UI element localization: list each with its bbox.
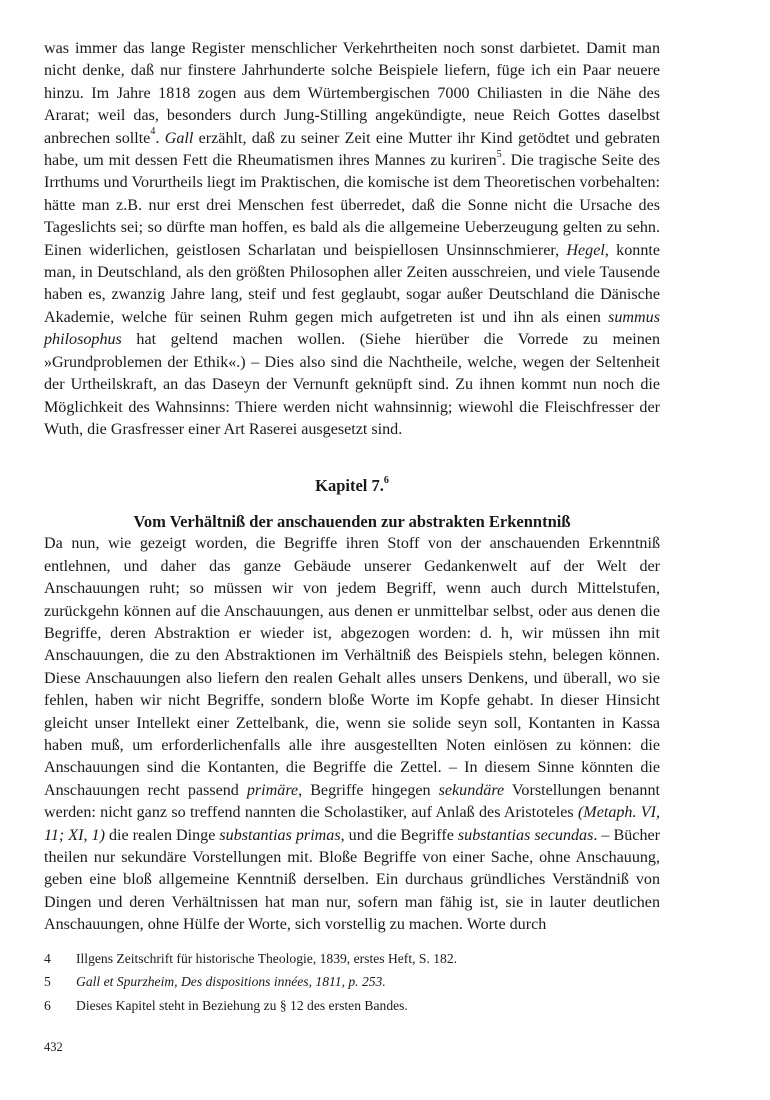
- footnote-6: [44, 994, 660, 1018]
- footnote-text: Gall et Spurzheim, Des dispositions innées, 1811, p. 253.: [76, 974, 386, 990]
- chapter-heading: Kapitel 7.$^6$: [315, 474, 389, 496]
- paragraph-continued: was immer das lange Register menschlicher Verkehrtheiten noch sonst darbietet. Damit man nicht denke, daß nur finstere Jahrhunderte solche Beispiele liefern, füge ich ein Paar neuere hinzu. Im Jahre 1818 zogen aus dem Würtembergischen 7000 Chiliasten in die Nähe des Ararat; weil das, besonders durch Jung-Stilling angekündigte, neue Reich Gottes daselbst anbrechen sollte$^4$. Gall erzählt, daß zu seiner Zeit eine Mutter ihr Kind getödtet und gebraten habe, um mit dessen Fett die Rheumatismen ihres Mannes zu kuriren$^5$. Die tragische Seite des Irrthums und Vorurtheils liegt im Praktischen, die komische ist dem Theoretischen vorbehalten: hätte man z.B. nur erst drei Menschen fest überredet, daß die Sonne nicht die Ursache des Tageslichts sei; so dürfte man hoffen, es bald als die allgemeine Ueberzeugung gelten zu sehn. Einen widerlichen, geistlosen Scharlatan und beispiellosen Unsinnschmierer, Hegel, konnte man, in Deutschland, als den größten Philosophen aller Zeiten ausschreien, und viele Tausende haben es, zwanzig Jahre lang, steif und fest geglaubt, sogar außer Deutschland die Dänische Akademie, welche für seinen Ruhm gegen mich aufgetreten ist und ihn als einen summus philosophus hat geltend machen wollen. (Siehe hierüber die Vorrede zu meinen »Grundproblemen der Ethik«.) – Dies also sind die Nachtheile, welche, wegen der Seltenheit der Urtheilskraft, an das Daseyn der Vernunft geknüpft sind. Zu ihnen kommt nun noch die Möglichkeit des Wahnsinns: Thiere werden nicht wahnsinnig; wiewohl die Fleischfresser der Wuth, die Grasfresser einer Art Raserei ausgesetzt sind.: [44, 40, 660, 438]
- footnote-number: 4: [44, 950, 51, 966]
- footnote-5: [44, 970, 660, 994]
- name-gall: Gall: [164, 129, 194, 147]
- footnote-text: Dieses Kapitel steht in Beziehung zu § 12 des ersten Bandes.: [76, 997, 408, 1013]
- footnote-number: 6: [44, 997, 51, 1013]
- footnote-number: 5: [44, 974, 51, 990]
- name-hegel: Hegel: [566, 241, 605, 259]
- chapter-subtitle: Vom Verhältniß der anschauenden zur abstrakten Erkenntniß: [133, 512, 571, 532]
- footnote-text: Illgens Zeitschrift für historische Theologie, 1839, erstes Heft, S. 182.: [76, 950, 458, 966]
- page-number: 432: [44, 1040, 63, 1054]
- paragraph-chapter-start: Da nun, wie gezeigt worden, die Begriffe ihren Stoff von der anschauenden Erkenntniß entlehnen, und daher das ganze Gebäude unserer Gedankenwelt auf der Welt der Anschauungen ruht; so müssen wir von jedem Begriff, wenn auch durch Mittelstufen, zurückgehn können auf die Anschauungen, aus denen er unmittelbar selbst, oder aus denen die Begriffe, deren Abstraktion er wieder ist, abgezogen worden: d. h, wir müssen ihn mit Anschauungen, die zu den Abstraktionen im Verhältniß des Beispiels stehn, belegen können. Diese Anschauungen also liefern den realen Gehalt alles unsers Denkens, und überall, wo sie fehlen, haben wir nicht Begriffe, sondern bloße Worte im Kopfe gehabt. In dieser Hinsicht gleicht unser Intellekt einer Zettelbank, die, wenn sie solide seyn soll, Kontanten in Kassa haben muß, um erforderlichenfalls alle ihre ausgestellten Noten einlösen zu können: die Anschauungen sind die Kontanten, die Begriffe die Zettel. – In diesem Sinne könnten die Anschauungen recht passend primäre, Begriffe hingegen sekundäre Vorstellungen benannt werden: nicht ganz so treffend nannten die Scholastiker, auf Anlaß des Aristoteles (Metaph. VI, 11; XI, 1) die realen Dinge substantias primas, und die Begriffe substantias secundas. – Bücher theilen nur sekundäre Vorstellungen mit. Bloße Begriffe von einer Sache, ohne Anschauung, geben eine bloß allgemeine Kenntniß derselben. Ein durchaus gründliches Verständniß von Dingen und deren Verhältnissen hat man nur, sofern man fähig ist, sie in lauter deutlichen Anschauungen, ohne Hülfe der Worte, sich vorstellig zu machen. Worte durch: [44, 535, 661, 934]
- footnotes: [44, 947, 660, 1018]
- phrase-summus-philosophus: summus philosophus: [44, 308, 660, 349]
- footnote-4: [44, 947, 660, 971]
- footnote-ref-5[interactable]: 5: [496, 148, 502, 160]
- footnote-ref-4[interactable]: 4: [150, 126, 156, 138]
- page-content: [44, 38, 660, 1017]
- footnote-ref-6[interactable]: 6: [383, 474, 389, 486]
